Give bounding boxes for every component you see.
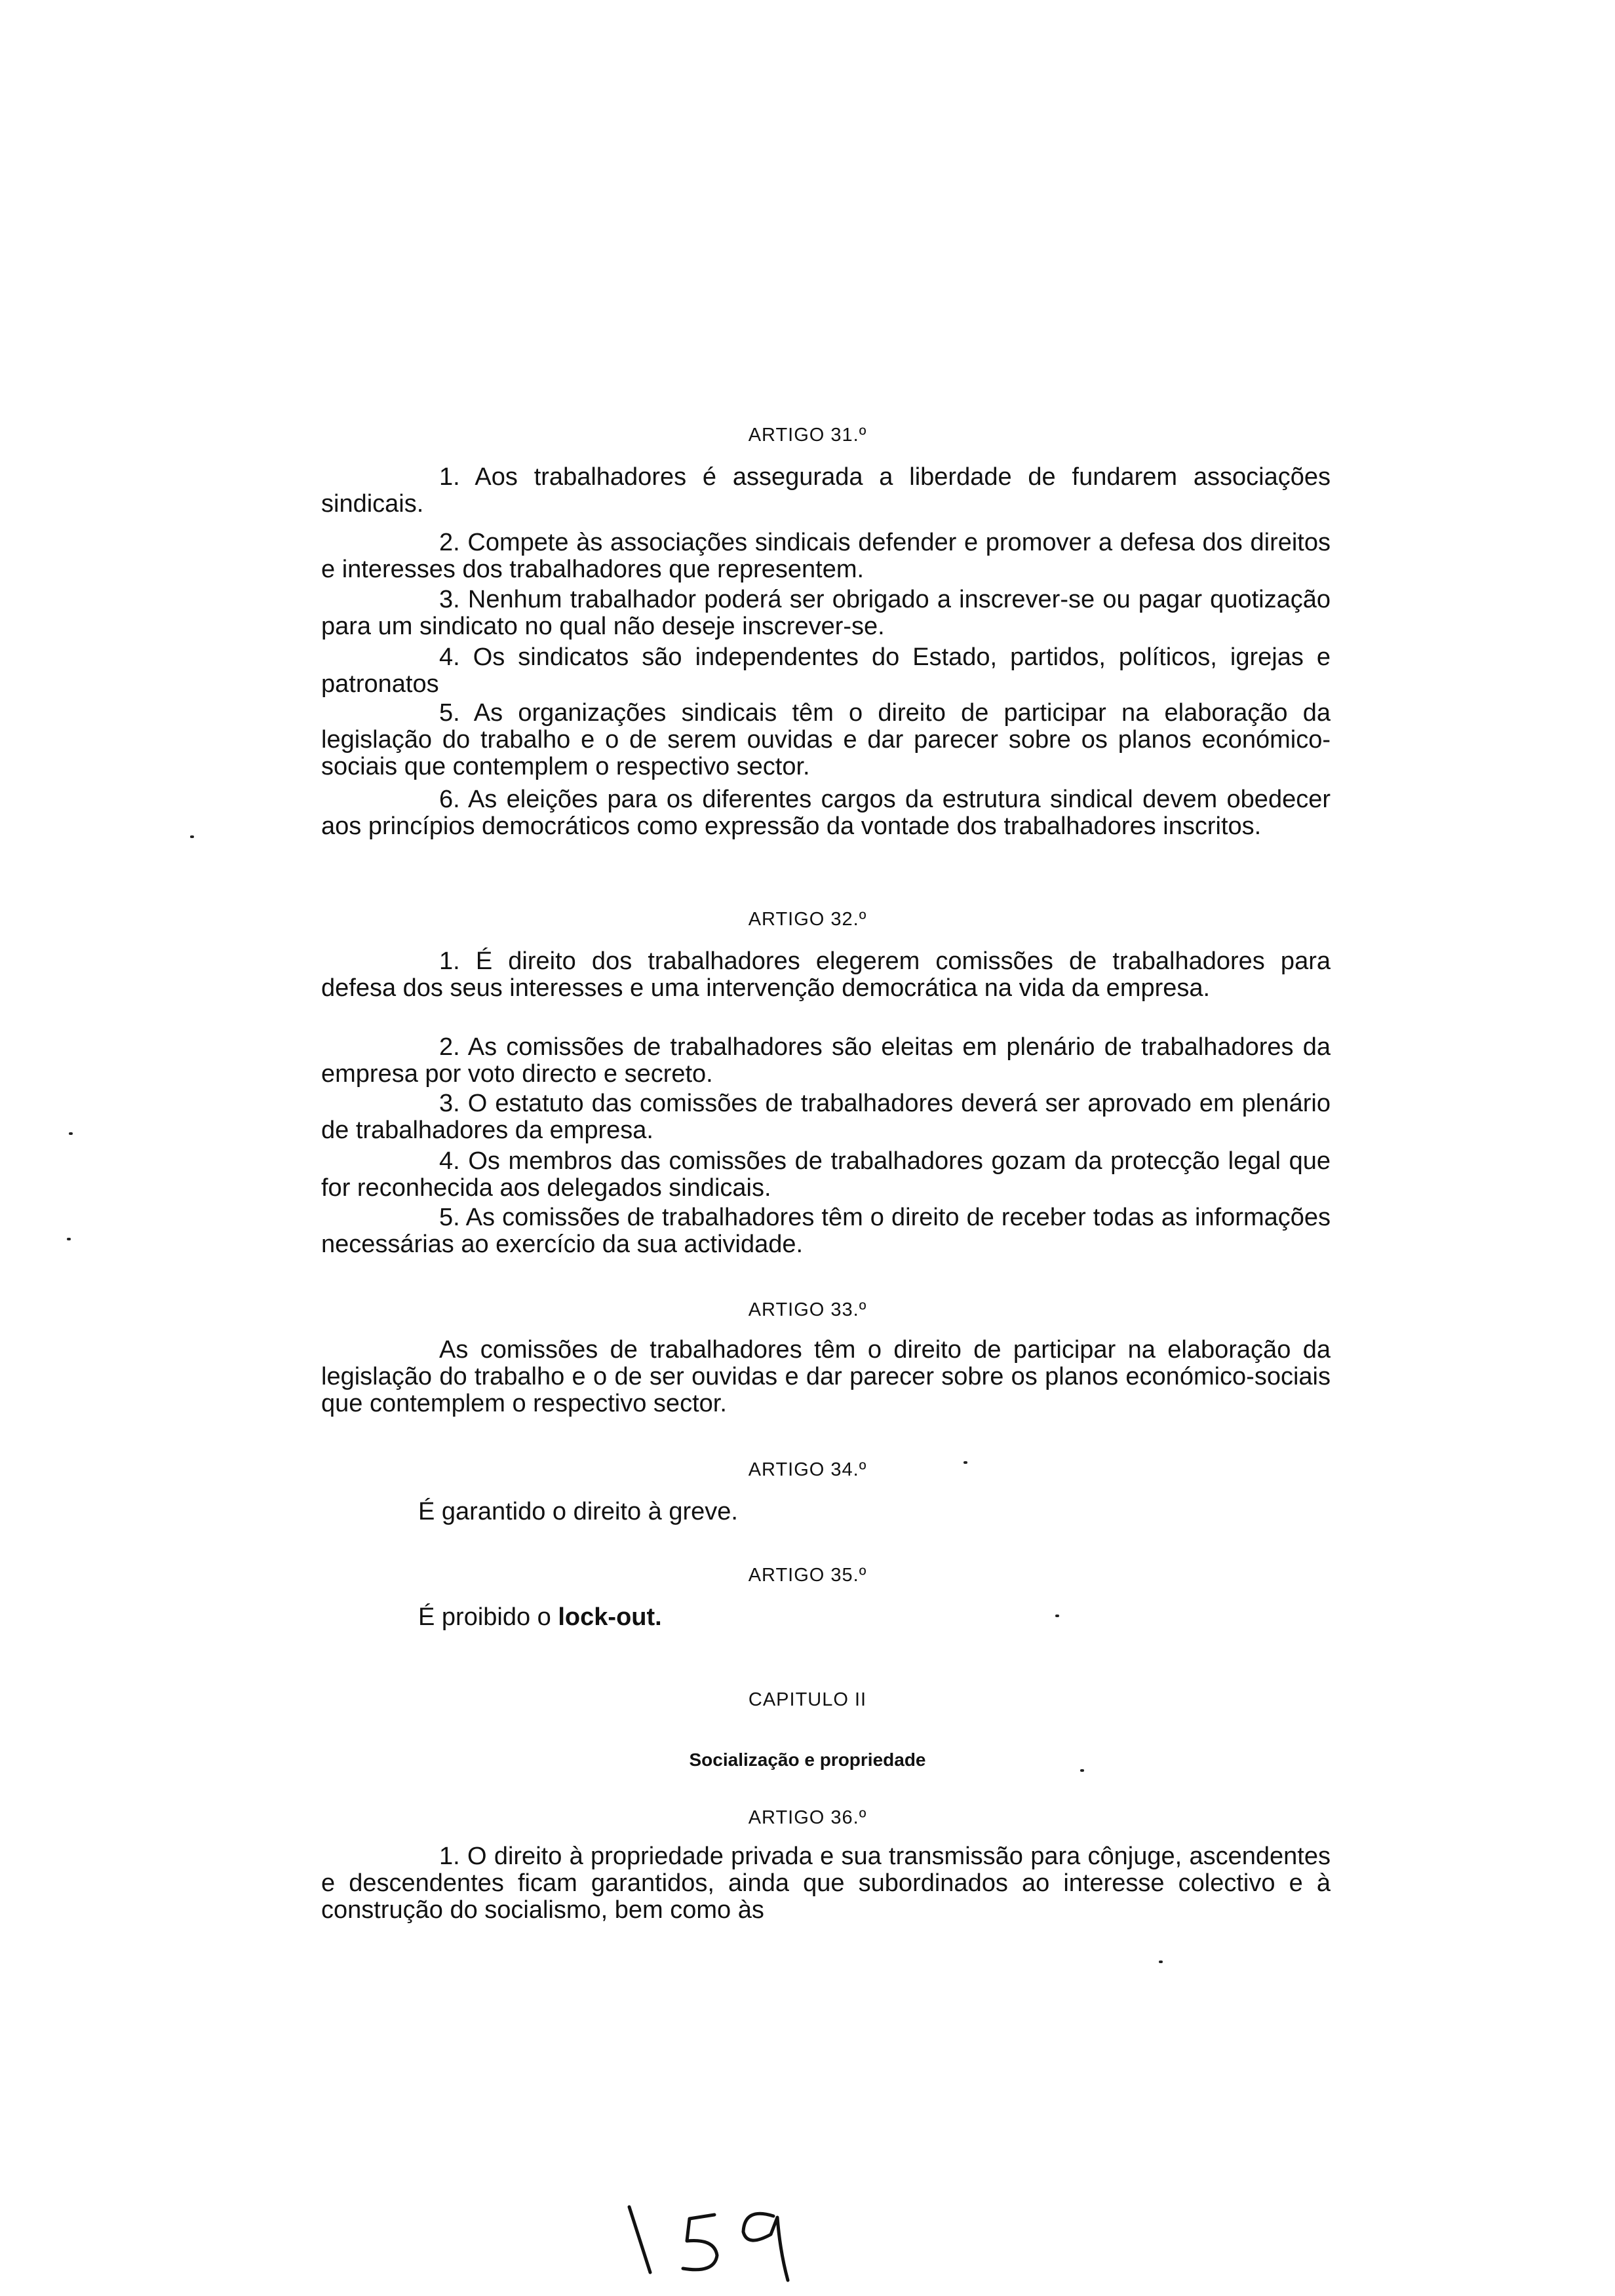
scan-speck: [1159, 1961, 1163, 1963]
article-31-paragraph-2: 2. Compete às associações sindicais defender e promover a defesa dos direitos e interesses dos trabalhadores que representem.: [321, 529, 1331, 583]
scan-speck: [963, 1461, 967, 1464]
article-31-heading: ARTIGO 31.º: [748, 425, 867, 446]
article-36-paragraph-1: 1. O direito à propriedade privada e sua transmissão para cônjuge, ascendentes e descendentes ficam garantidos, ainda que subordinados ao interesse colectivo e à construção do socialismo, bem como às: [321, 1843, 1331, 1924]
article-31-paragraph-3: 3. Nenhum trabalhador poderá ser obrigado a inscrever-se ou pagar quotização para um sindicato no qual não deseje inscrever-se.: [321, 586, 1331, 640]
scan-speck: [1055, 1615, 1059, 1617]
article-34-paragraph: É garantido o direito à greve.: [418, 1498, 738, 1525]
scan-speck: [67, 1238, 71, 1240]
chapter-heading: CAPITULO II: [748, 1689, 867, 1710]
article-31-paragraph-4: 4. Os sindicatos são independentes do Estado, partidos, políticos, igrejas e patronatos: [321, 643, 1331, 698]
chapter-subtitle: Socialização e propriedade: [689, 1750, 926, 1770]
article-32-heading: ARTIGO 32.º: [748, 909, 867, 930]
article-35-heading: ARTIGO 35.º: [748, 1565, 867, 1586]
article-31-paragraph-1: 1. Aos trabalhadores é assegurada a liberdade de fundarem associações sindicais.: [321, 463, 1331, 518]
article-35-paragraph: [418, 1604, 662, 1631]
article-32-paragraph-2: 2. As comissões de trabalhadores são eleitas em plenário de trabalhadores da empresa por voto directo e secreto.: [321, 1033, 1331, 1088]
article-31-paragraph-5: 5. As organizações sindicais têm o direito de participar na elaboração da legislação do trabalho e o de serem ouvidas e dar parecer sobre os planos económico-sociais que contemplem o respectivo sector.: [321, 699, 1331, 780]
scan-speck: [69, 1132, 73, 1135]
article-33-paragraph: As comissões de trabalhadores têm o direito de participar na elaboração da legislação do trabalho e o de ser ouvidas e dar parecer sobre os planos económico-sociais que contemplem o respectivo sector.: [321, 1336, 1331, 1417]
article-35-text: É proibido o: [418, 1603, 558, 1631]
article-32-paragraph-1: 1. É direito dos trabalhadores elegerem comissões de trabalhadores para defesa dos seus interesses e uma intervenção democrática na vida da empresa.: [321, 947, 1331, 1002]
article-36-heading: ARTIGO 36.º: [748, 1807, 867, 1828]
scan-speck: [190, 835, 194, 838]
handwritten-page-number: [616, 2189, 813, 2287]
article-34-heading: ARTIGO 34.º: [748, 1459, 867, 1480]
scan-speck: [1080, 1769, 1084, 1772]
article-32-paragraph-4: 4. Os membros das comissões de trabalhadores gozam da protecção legal que for reconhecida aos delegados sindicais.: [321, 1147, 1331, 1202]
article-33-heading: ARTIGO 33.º: [748, 1299, 867, 1320]
article-32-paragraph-5: 5. As comissões de trabalhadores têm o direito de receber todas as informações necessárias ao exercício da sua actividade.: [321, 1204, 1331, 1258]
article-32-paragraph-3: 3. O estatuto das comissões de trabalhadores deverá ser aprovado em plenário de trabalhadores da empresa.: [321, 1090, 1331, 1144]
lock-out-term: lock-out.: [558, 1603, 662, 1631]
article-31-paragraph-6: 6. As eleições para os diferentes cargos da estrutura sindical devem obedecer aos princípios democráticos como expressão da vontade dos trabalhadores inscritos.: [321, 786, 1331, 840]
